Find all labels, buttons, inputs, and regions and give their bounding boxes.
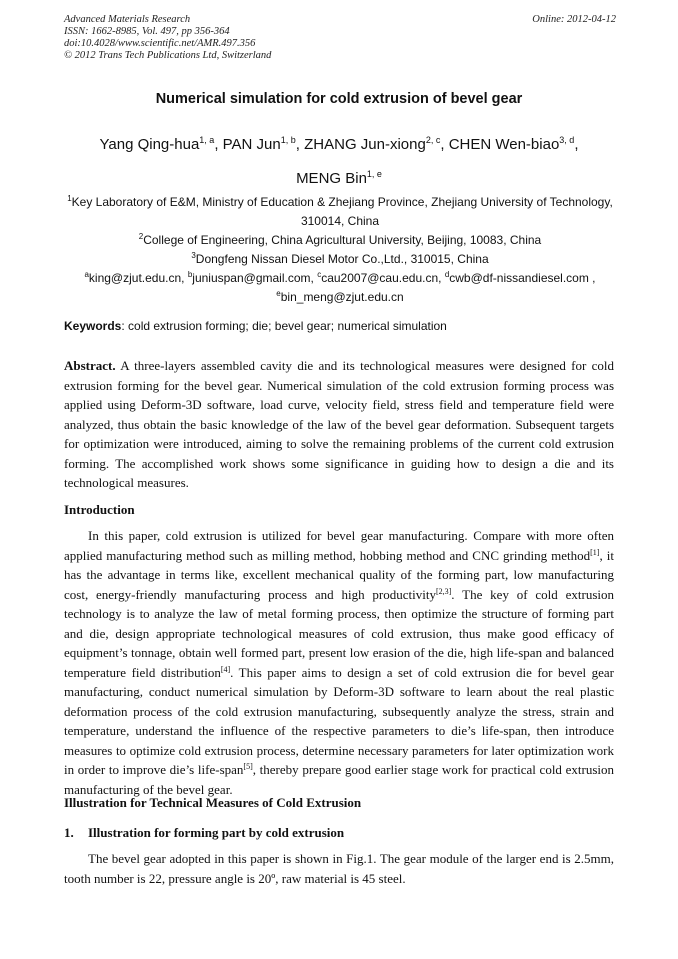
author-separator: , — [214, 136, 223, 153]
citation[interactable]: [4] — [220, 664, 231, 674]
section-heading: Illustration for Technical Measures of Cold Extrusion — [64, 795, 362, 810]
author-separator: , — [574, 136, 579, 153]
email-list: $^a$king@zjut.edu.cn, $^b$juniuspan@gmail.com, $^c$cau2007@cau.edu.cn, $^d$cwb@df-nissandiesel.com , $^e$bin_meng@zjut.edu.cn — [84, 270, 596, 304]
email-sup: e — [276, 289, 281, 298]
keywords-label: Keywords — [64, 319, 122, 333]
author-name: PAN Jun — [222, 136, 281, 153]
author-separator: , — [295, 136, 305, 153]
doi-line: doi:10.4028/www.scientific.net/AMR.497.356 — [64, 38, 256, 49]
affiliation-sup: 2 — [138, 232, 144, 241]
citation[interactable]: [2,3] — [435, 586, 452, 596]
affiliation-3 — [64, 250, 616, 269]
author-affil-sup: 1, a — [199, 135, 215, 145]
paragraph-text: , thereby prepare good earlier stage work for practical cold extrusion manufacturing of the bevel gear. — [64, 762, 614, 797]
paper-title: Numerical simulation for cold extrusion of bevel gear — [155, 91, 523, 107]
email-link[interactable]: cau2007@cau.edu.cn — [321, 271, 439, 285]
email-sup: d — [444, 270, 450, 279]
affiliation-1 — [64, 193, 616, 231]
email-link[interactable]: juniuspan@gmail.com — [192, 271, 311, 285]
affiliation-sup: 3 — [191, 251, 196, 260]
abstract-text: A three-layers assembled cavity die and its technological measures were designed for cold extrusion forming for the bevel gear. Numerical simulation of the cold extrusion forming process was applied using Deform-3D software, load curve, velocity field, stress field and temperature field were analyzed, thus obtain the basic knowledge of the law of the bevel gear deformation. Subsequent targets for optimization were introduced, aiming to solve the remaining problems of the current cold extrusion forming. The accomplished work shows some significance in guiding how to design a die and its technological measures. — [64, 358, 614, 490]
affiliation-text: Dongfeng Nissan Diesel Motor Co.,Ltd., 310015, China — [195, 252, 489, 266]
author-name: CHEN Wen-biao — [448, 136, 560, 153]
paragraph-text: . The key of cold extrusion technology is to analyze the law of metal forming process, then optimize the structure of forming part and die, design appropriate technological measures of cold extrusion, thus make good efficacy of equipment’s tonnage, obtain well formed part, present low erasion of the die, high life-span and balanced temperature field distribution — [64, 586, 614, 680]
author-affil-sup: 2, c — [425, 135, 441, 145]
introduction-heading: Introduction — [64, 502, 135, 517]
author-name: MENG Bin — [296, 170, 367, 187]
keywords — [64, 319, 616, 333]
affiliations — [64, 193, 616, 307]
email-link[interactable]: bin_meng@zjut.edu.cn — [280, 290, 404, 304]
affiliation-text: College of Engineering, China Agricultural University, Beijing, 10083, China — [143, 233, 542, 247]
subsection-paragraph: The bevel gear adopted in this paper is shown in Fig.1. The gear module of the larger end is 2.5mm, tooth number is 22, pressure angle is 20º, raw material is 45 steel. — [64, 851, 614, 886]
subsection-number: 1. — [64, 825, 74, 840]
affiliation-2 — [64, 231, 616, 250]
email-sup: a — [84, 270, 89, 279]
copyright-line: © 2012 Trans Tech Publications Ltd, Switzerland — [64, 50, 272, 61]
journal-header — [64, 14, 616, 62]
subsection-title: Illustration for forming part by cold extrusion — [88, 825, 345, 840]
paragraph-text: . This paper aims to design a set of cold extrusion die for bevel gear manufacturing, conduct numerical simulation by Deform-3D software to learn about the real plastic deformation process of the cold extrusion manufacturing, subsequently analyze the stress, strain and temperature, understand the influence of the respective parameters to die’s life-span, then introduce measures to optimize cold extrusion process, determine necessary parameters for later optimization work in order to improve die’s life-span — [64, 664, 614, 777]
introduction-paragraph — [64, 526, 614, 799]
paragraph-text: In this paper, cold extrusion is utilized for bevel gear manufacturing. Compare with more often applied manufacturing method such as milling method, hobbing method and CNC grinding method — [64, 528, 614, 563]
abstract — [64, 356, 614, 493]
author-affil-sup: 3, d — [559, 135, 575, 145]
issn-line: ISSN: 1662-8985, Vol. 497, pp 356-364 — [64, 26, 230, 37]
author-name: Yang Qing-hua — [99, 136, 200, 153]
abstract-label: Abstract. — [64, 358, 116, 373]
citation[interactable]: [5] — [243, 762, 253, 771]
author-separator: , — [440, 136, 449, 153]
paragraph-text: , it has the advantage in terms like, excellent mechanical quality of the forming part, low manufacturing cost, energy-friendly manufacturing process and high productivity — [64, 547, 614, 602]
citation[interactable]: [1] — [590, 547, 600, 557]
email-sup: c — [317, 270, 322, 279]
email-link[interactable]: king@zjut.edu.cn — [88, 271, 182, 285]
journal-name: Advanced Materials Research — [64, 14, 191, 25]
subsection-heading — [64, 825, 344, 841]
affiliation-text: Key Laboratory of E&M, Ministry of Education & Zhejiang Province, Zhejiang University of Technology, 310014, China — [71, 195, 613, 228]
author-name: ZHANG Jun-xiong — [304, 136, 426, 153]
email-sup: b — [187, 270, 193, 279]
author-affil-sup: 1, e — [366, 169, 382, 179]
keywords-text: : cold extrusion forming; die; bevel gear; numerical simulation — [121, 319, 447, 333]
email-link[interactable]: cwb@df-nissandiesel.com — [449, 271, 589, 285]
affiliation-sup: 1 — [67, 194, 72, 203]
author-affil-sup: 1, b — [280, 135, 296, 145]
author-list — [40, 128, 638, 196]
online-date: Online: 2012-04-12 — [532, 14, 616, 25]
